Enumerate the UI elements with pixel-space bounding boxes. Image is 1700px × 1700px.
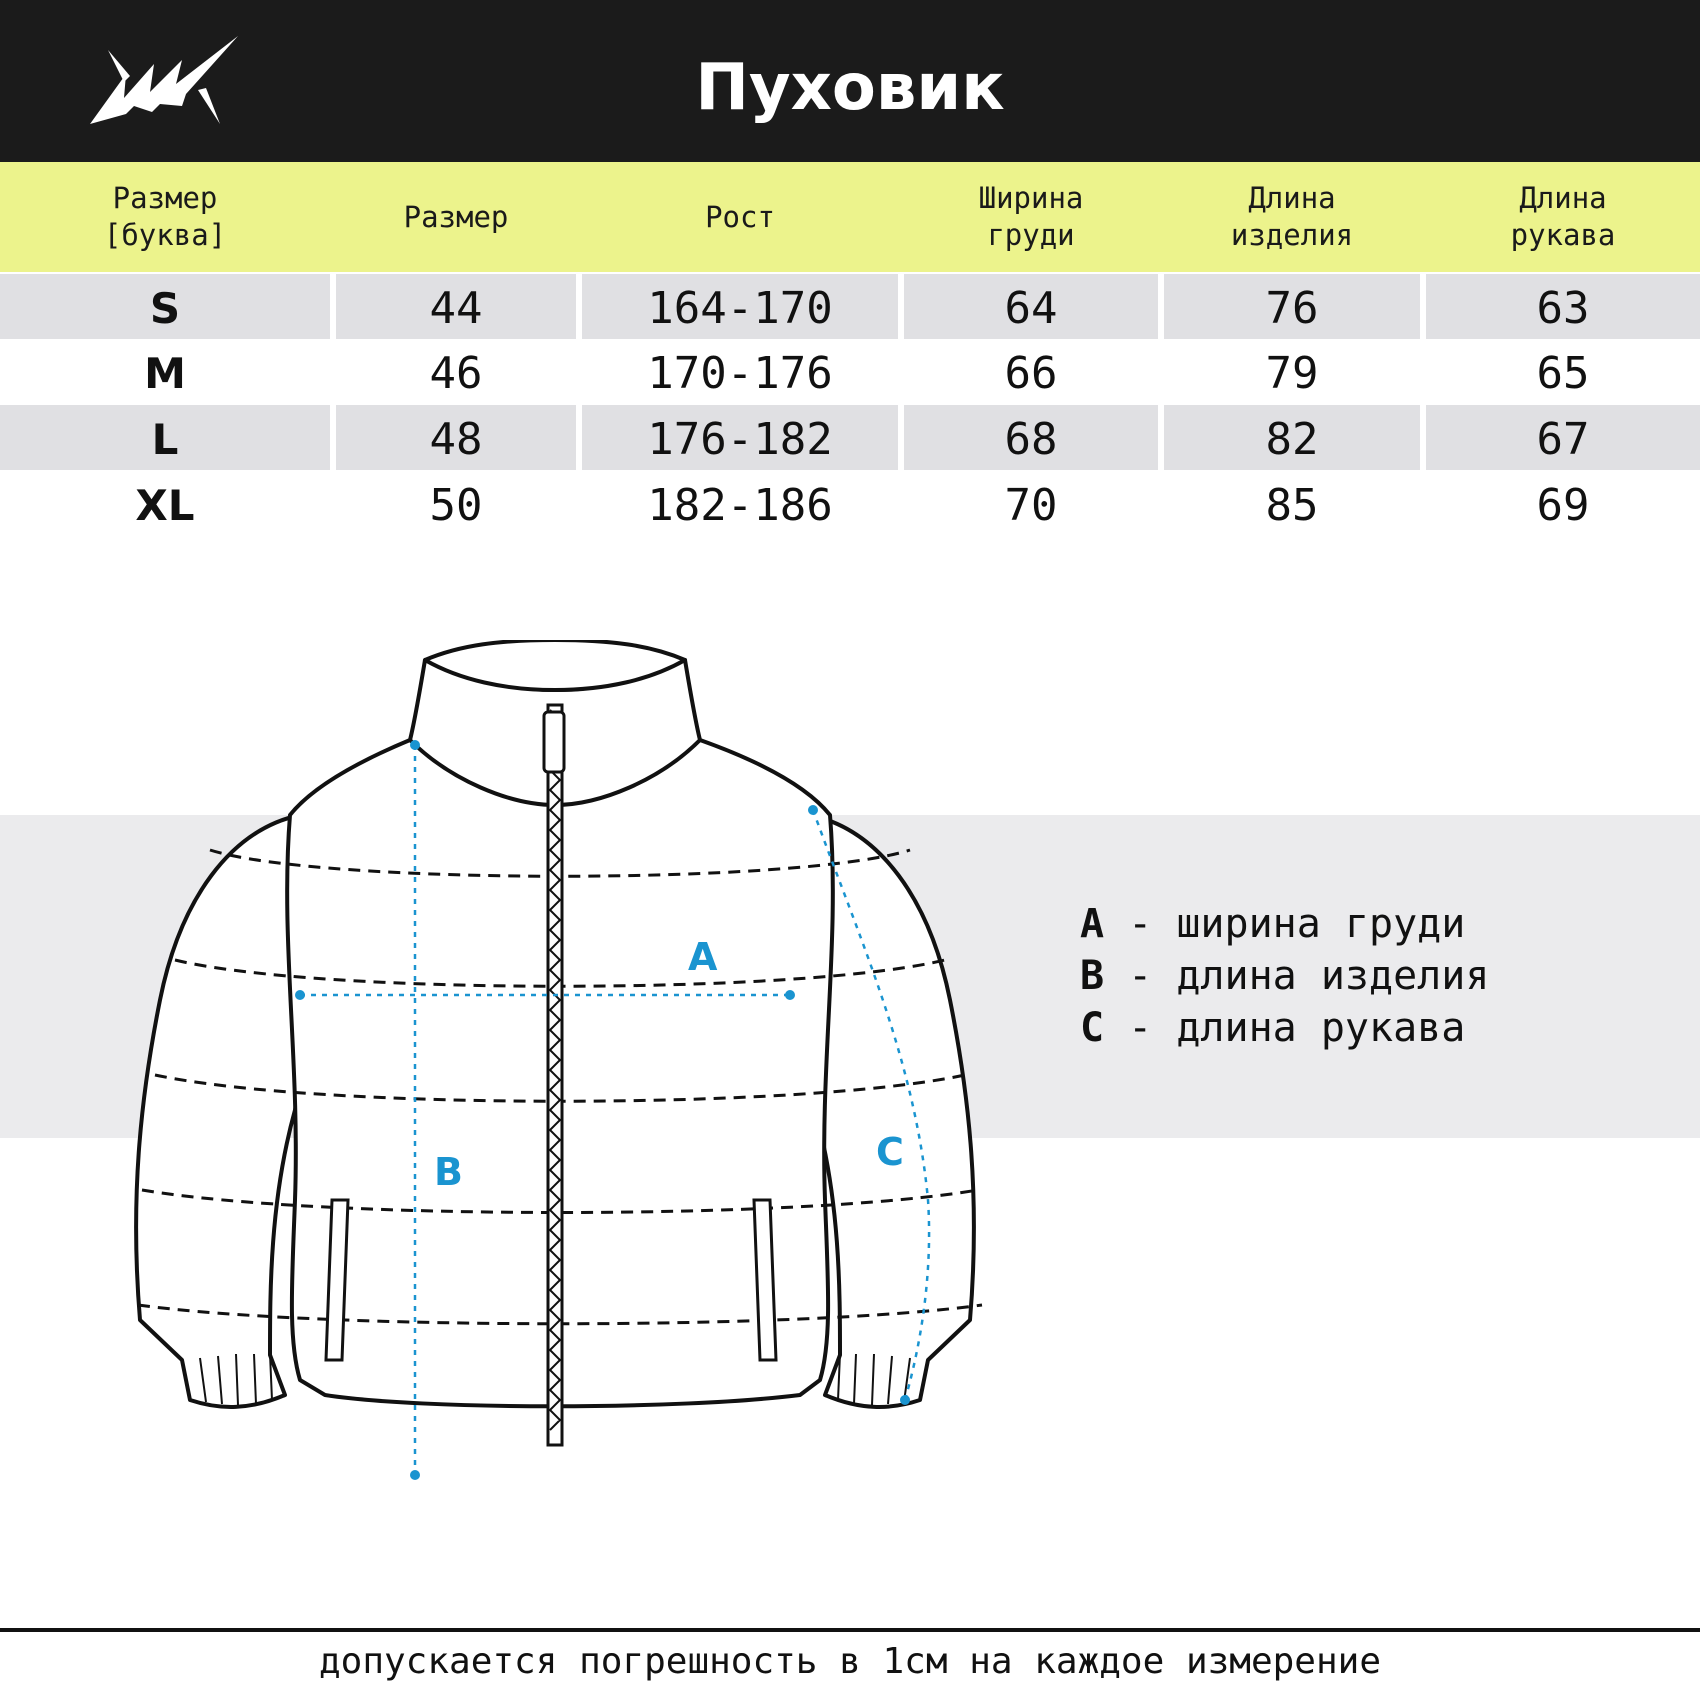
- table-cell: 170-176: [647, 348, 833, 399]
- table-cell: 46: [429, 348, 483, 399]
- measurement-legend: [1080, 898, 1489, 1054]
- table-cell: XL: [135, 481, 195, 530]
- table-cell: 63: [1426, 274, 1700, 339]
- table-row: [0, 339, 1700, 404]
- label-a: A: [688, 935, 718, 979]
- table-cell: 70: [1004, 480, 1058, 531]
- legend-item: A - ширина груди: [1080, 901, 1466, 947]
- header-bar: [0, 0, 1700, 162]
- size-table-header: [0, 162, 1700, 272]
- table-cell: 76: [1164, 274, 1420, 339]
- table-cell: 44: [336, 274, 576, 339]
- label-b: B: [434, 1150, 463, 1194]
- footer-divider: [0, 1628, 1700, 1632]
- column-header-size: Размер: [403, 199, 509, 234]
- column-header-length: Длина изделия: [1230, 181, 1354, 252]
- table-cell: M: [144, 349, 186, 398]
- table-row: [0, 405, 1700, 470]
- table-cell: 64: [904, 274, 1158, 339]
- table-row: [0, 471, 1700, 536]
- legend-item: B - длина изделия: [1080, 953, 1490, 999]
- table-cell: 66: [1004, 348, 1058, 399]
- table-cell: 79: [1265, 348, 1319, 399]
- table-cell: 69: [1536, 480, 1590, 531]
- column-header-sleeve-length: Длина рукава: [1510, 181, 1616, 252]
- legend-item: C - длина рукава: [1080, 1005, 1466, 1051]
- table-cell: 68: [904, 405, 1158, 470]
- table-cell: 85: [1265, 480, 1319, 531]
- table-row: [0, 274, 1700, 339]
- table-cell: S: [0, 274, 330, 339]
- table-cell: 182-186: [647, 480, 833, 531]
- jacket-diagram: [120, 640, 1000, 1490]
- table-cell: 82: [1164, 405, 1420, 470]
- footer-note: допускается погрешность в 1см на каждое измерение: [318, 1641, 1382, 1682]
- label-c: C: [876, 1130, 904, 1174]
- table-cell: L: [0, 405, 330, 470]
- column-header-letter-size: Размер [буква]: [103, 181, 227, 252]
- table-cell: 176-182: [582, 405, 898, 470]
- table-cell: 50: [429, 480, 483, 531]
- table-cell: 65: [1536, 348, 1590, 399]
- table-cell: 48: [336, 405, 576, 470]
- table-cell: 67: [1426, 405, 1700, 470]
- page-title: Пуховик: [695, 51, 1005, 125]
- column-header-height: Рост: [705, 199, 775, 234]
- table-cell: 164-170: [582, 274, 898, 339]
- column-header-chest-width: Ширина груди: [978, 181, 1084, 252]
